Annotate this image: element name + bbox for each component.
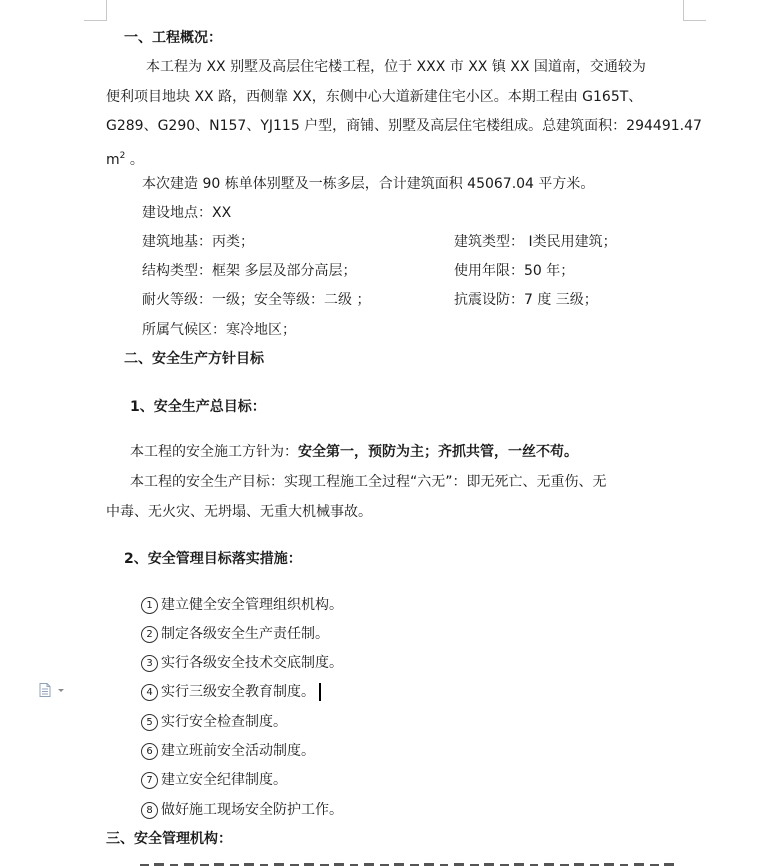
- info-foundation: 建筑地基：丙类；: [142, 234, 254, 250]
- info-building-type: 建筑类型： Ⅰ类民用建筑；: [454, 234, 617, 250]
- measure-item: [141, 654, 343, 672]
- area-unit-superscript: 2: [119, 151, 126, 161]
- area-unit-end: 。: [125, 152, 144, 168]
- area-unit: m: [106, 152, 120, 168]
- subheading-overall-goal: 1、安全生产总目标：: [130, 399, 266, 415]
- measure-item: [141, 683, 321, 701]
- circled-number: 5: [141, 714, 158, 731]
- measure-item: [141, 771, 287, 789]
- chevron-down-icon: [58, 689, 64, 692]
- info-seismic: 抗震设防：7 度 三级；: [454, 292, 598, 308]
- section-heading-organization: 三、安全管理机构：: [106, 831, 232, 847]
- measure-item: [141, 596, 343, 614]
- info-structure: 结构类型：框架 多层及部分高层；: [142, 263, 357, 279]
- measure-text: 做好施工现场安全防护工作。: [161, 802, 343, 818]
- circled-number: 8: [141, 802, 158, 819]
- page-corner-mark-left: [84, 0, 107, 21]
- cut-off-text-glyphs: [140, 857, 682, 866]
- circled-number: 6: [141, 743, 158, 760]
- overview-paragraph-line: G289、G290、N157、YJ115 户型，商铺、别墅及高层住宅楼组成。总建筑面积：294491.47: [106, 118, 702, 134]
- measure-item: [141, 625, 329, 643]
- overview-paragraph-line: 便利项目地块 XX 路，西侧靠 XX，东侧中心大道新建住宅小区。本期工程由 G165T、: [106, 89, 643, 105]
- measure-item: [141, 801, 343, 819]
- text-cursor: [319, 683, 321, 701]
- circled-number: 1: [141, 597, 158, 614]
- safety-target-line: 本工程的安全生产目标：实现工程施工全过程“六无”：即无死亡、无重伤、无: [130, 474, 607, 490]
- page-corner-mark-right: [683, 0, 706, 21]
- measure-item: [141, 742, 315, 760]
- safety-policy-bold: 安全第一，预防为主；齐抓共管，一丝不苟。: [298, 444, 578, 460]
- measure-text: 建立健全安全管理组织机构。: [161, 597, 343, 613]
- overview-paragraph-line: 本工程为 XX 别墅及高层住宅楼工程，位于 XXX 市 XX 镇 XX 国道南，交通较为: [146, 59, 646, 75]
- subheading-measures: 2、安全管理目标落实措施：: [124, 551, 302, 567]
- section-heading-overview: 一、工程概况：: [124, 30, 222, 46]
- cut-off-text-line: [140, 854, 682, 866]
- info-location: 建设地点：XX: [142, 205, 232, 221]
- info-climate: 所属气候区：寒冷地区；: [142, 322, 296, 338]
- document-icon: [39, 683, 67, 697]
- paragraph-options-button[interactable]: [39, 682, 67, 696]
- measure-text: 实行三级安全教育制度。: [161, 684, 315, 700]
- safety-target-line: 中毒、无火灾、无坍塌、无重大机械事故。: [106, 504, 372, 520]
- overview-paragraph-line: [106, 147, 144, 169]
- section-heading-goals: 二、安全生产方针目标: [124, 351, 264, 367]
- circled-number: 3: [141, 655, 158, 672]
- measure-text: 建立班前安全活动制度。: [161, 743, 315, 759]
- safety-policy-prefix: 本工程的安全施工方针为：: [130, 444, 298, 460]
- info-service-life: 使用年限：50 年；: [454, 263, 575, 279]
- circled-number: 4: [141, 684, 158, 701]
- measure-text: 制定各级安全生产责任制。: [161, 626, 329, 642]
- measure-text: 建立安全纪律制度。: [161, 772, 287, 788]
- overview-paragraph-2: 本次建造 90 栋单体别墅及一栋多层，合计建筑面积 45067.04 平方米。: [142, 176, 595, 192]
- circled-number: 7: [141, 772, 158, 789]
- safety-policy-line: [130, 443, 578, 461]
- measure-item: [141, 713, 287, 731]
- circled-number: 2: [141, 626, 158, 643]
- measure-text: 实行各级安全技术交底制度。: [161, 655, 343, 671]
- info-fire-safety: 耐火等级：一级；安全等级：二级 ；: [142, 292, 371, 308]
- measure-text: 实行安全检查制度。: [161, 714, 287, 730]
